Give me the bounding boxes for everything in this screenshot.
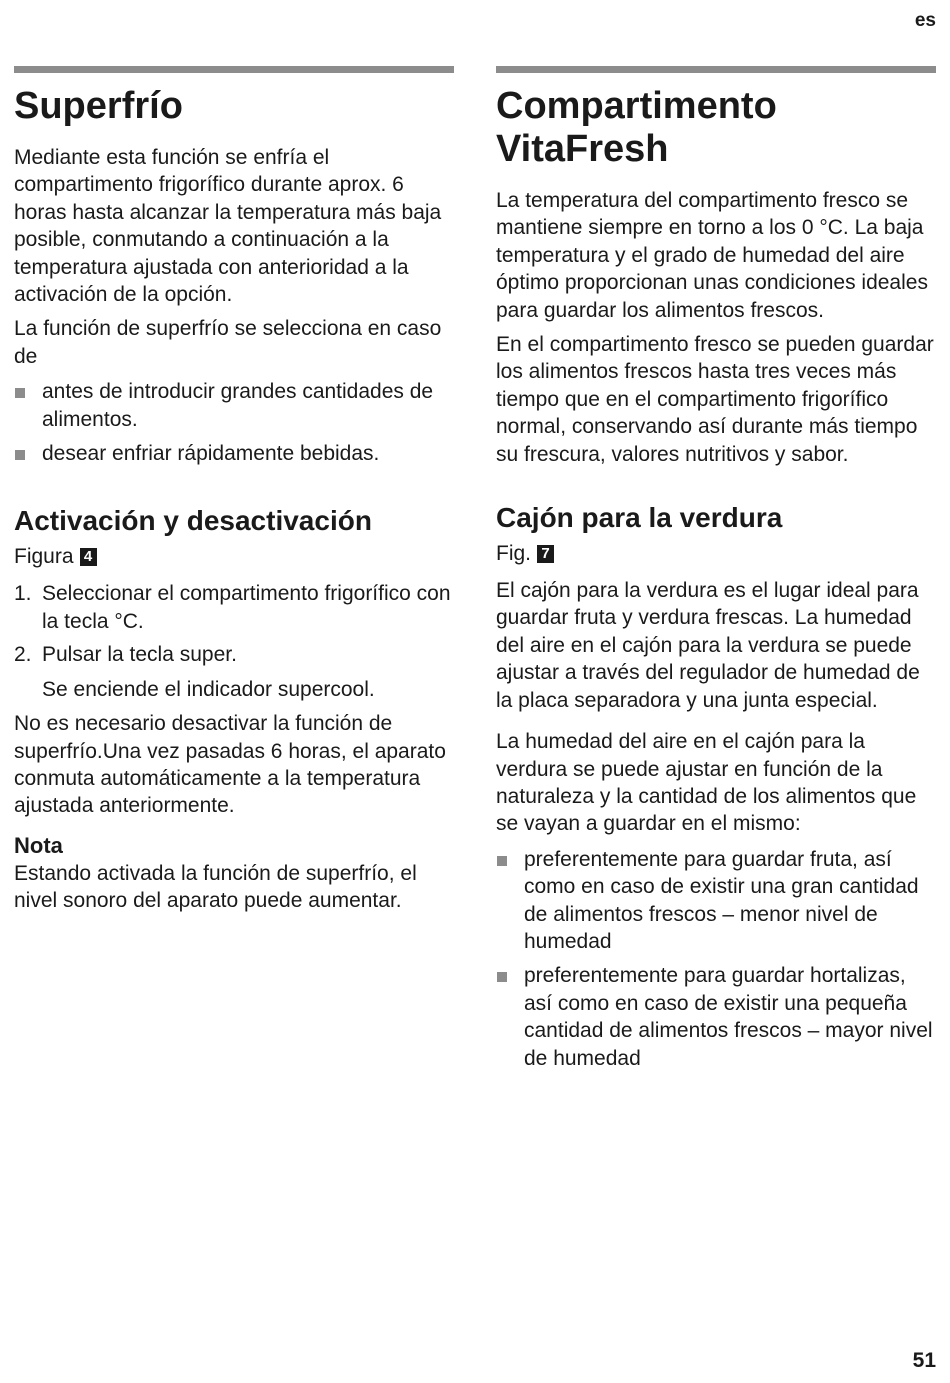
section-title-vitafresh: Compartimento VitaFresh: [496, 85, 777, 170]
paragraph: La humedad del aire en el cajón para la verdura se puede ajustar en función de la naturaleza y la cantidad de los alimentos que se vayan a guardar en el mismo:: [496, 730, 917, 836]
subsection-title-activation: Activación y desactivación: [14, 505, 372, 537]
step-text: Pulsar la tecla super.: [42, 643, 237, 667]
paragraph: El cajón para la verdura es el lugar ideal para guardar fruta y verdura frescas. La humedad del aire en el cajón para la verdura se puede ajustar a través del regulador de humedad de la placa separadora y una junta especial.: [496, 579, 920, 712]
right-column: [496, 66, 936, 1079]
language-code: es: [914, 10, 936, 31]
list-item-text: antes de introducir grandes cantidades de alimentos.: [42, 380, 434, 431]
paragraph: La temperatura del compartimento fresco se mantiene siempre en torno a los 0 °C. La baja temperatura y el grado de humedad del aire óptimo proporcionan unas condiciones ideales para guardar los alimentos frescos.: [496, 189, 928, 322]
section-rule: [14, 66, 454, 73]
list-item-text: desear enfriar rápidamente bebidas.: [42, 442, 380, 466]
note-text: Estando activada la función de superfrío, el nivel sonoro del aparato puede aumentar.: [14, 861, 417, 913]
steps-list: [14, 580, 454, 668]
info-paragraph: No es necesario desactivar la función de superfrío.Una vez pasadas 6 horas, el aparato conmuta automáticamente a la temperatura ajustada anteriormente.: [14, 712, 446, 818]
list-item-text: preferentemente para guardar hortalizas, así como en caso de existir una pequeña cantidad de alimentos frescos – mayor nivel de humedad: [524, 964, 933, 1070]
paragraph: En el compartimento fresco se pueden guardar los alimentos frescos hasta tres veces más tiempo que en el compartimento frigorífico normal, conservando así durante más tiempo su frescura, valores nutritivos y sabor.: [496, 333, 934, 466]
bullet-list: [496, 846, 936, 1072]
list-item: [14, 378, 454, 433]
figure-label: Fig.: [496, 542, 532, 566]
list-item: [14, 440, 454, 467]
figure-number-badge: 7: [537, 545, 554, 563]
subsection-title-vegetable-drawer: Cajón para la verdura: [496, 502, 783, 534]
square-bullet-icon: [15, 388, 25, 398]
list-item: [496, 962, 936, 1072]
figure-reference: [496, 540, 936, 567]
square-bullet-icon: [497, 972, 507, 982]
figure-label: Figura: [14, 545, 74, 569]
bullet-list: [14, 378, 454, 467]
step-item: [14, 580, 454, 635]
section-rule: [496, 66, 936, 73]
note-title: Nota: [14, 832, 63, 858]
square-bullet-icon: [15, 450, 25, 460]
intro-paragraph-2: La función de superfrío se selecciona en caso de: [14, 317, 442, 368]
page-number: 51: [912, 1349, 936, 1372]
step-number: 2.: [14, 643, 32, 667]
square-bullet-icon: [497, 856, 507, 866]
left-column: [14, 66, 454, 922]
step-number: 1.: [14, 582, 32, 606]
step-item: [14, 641, 454, 668]
step-text: Seleccionar el compartimento frigorífico con la tecla °C.: [42, 582, 451, 633]
list-item-text: preferentemente para guardar fruta, así como en caso de existir una gran cantidad de alimentos frescos – menor nivel de humedad: [524, 847, 919, 953]
figure-number-badge: 4: [80, 548, 97, 566]
intro-paragraph: Mediante esta función se enfría el compartimento frigorífico durante aprox. 6 horas hasta alcanzar la temperatura más baja posible, conmutando a continuación a la temperatura ajustada con anterioridad a la activación de la opción.: [14, 146, 442, 307]
figure-reference: [14, 543, 454, 570]
step-result: Se enciende el indicador supercool.: [42, 677, 375, 701]
list-item: [496, 846, 936, 956]
section-title-superfrio: Superfrío: [14, 85, 183, 127]
